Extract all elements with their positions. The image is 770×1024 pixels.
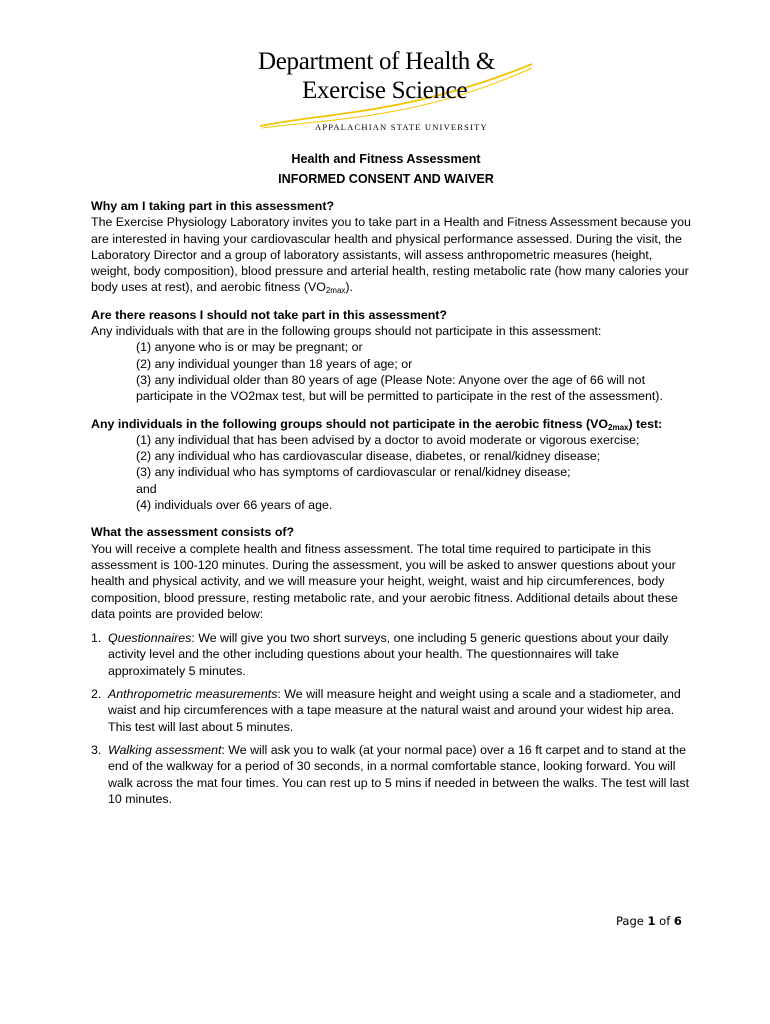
section-heading: What the assessment consists of?	[91, 525, 295, 540]
list-item: (1) anyone who is or may be pregnant; or	[136, 340, 363, 355]
assessment-list	[91, 630, 691, 807]
list-item: 2. Anthropometric measurements: We will measure height and weight using a scale and a stadiometer, and waist and hip circumferences with a tape measure at the natural waist and around your widest hip area. This test will last about 5 minutes.	[91, 687, 681, 734]
list-item: 3. Walking assessment: We will ask you to walk (at your normal pace) over a 16 ft carpet and to stand at the end of the walkway for a period of 30 seconds, in a normal comfortable stance, looking forward. You will walk across the mat four times. You can rest up to 5 mins if needed in between the walks. The test will last 10 minutes.	[91, 742, 690, 806]
list-item: (4) individuals over 66 years of age.	[136, 498, 333, 513]
list-item: (3) any individual who has symptoms of cardiovascular or renal/kidney disease;	[136, 465, 571, 480]
section-aerobic	[91, 416, 691, 514]
subscript: 2max	[325, 286, 346, 296]
document-body	[91, 149, 691, 814]
list-item: 1. Questionnaires: We will give you two short surveys, one including 5 generic questions about your daily activity level and the other including questions about your health. The questionnaires will take approximately 5 minutes.	[91, 631, 669, 678]
doc-subtitle: INFORMED CONSENT AND WAIVER	[278, 172, 494, 186]
list-item: and	[136, 481, 157, 496]
section-paragraph: The Exercise Physiology Laboratory invites you to take part in a Health and Fitness Assessment because you are interested in having your cardiovascular health and physical performance assessed. During the visit, the Laboratory Director and a group of laboratory assistants, will assess anthropometric measures (height, weight, body composition), blood pressure and arterial health, resting metabolic rate (how many calories your body uses at rest), and aerobic fitness $(VO_{2max})$.	[91, 215, 691, 296]
doc-title: Health and Fitness Assessment	[291, 152, 481, 166]
section-paragraph: You will receive a complete health and fitness assessment. The total time required to participate in this assessment is 100-120 minutes. During the assessment, you will be asked to answer questions about your health and physical activity, and we will measure your height, weight, waist and hip circumferences, body composition, blood pressure, resting metabolic rate, and your aerobic fitness. Additional details about these data points are provided below:	[91, 541, 678, 621]
subscript: 2max	[608, 422, 629, 432]
list-item: (3) any individual older than 80 years of age (Please Note: Anyone over the age of 66 will not participate in the VO2max test, but will be permitted to participate in the rest of the assessment).	[136, 372, 663, 404]
logo-university: APPALACHIAN STATE UNIVERSITY	[315, 122, 488, 132]
page-number: Page 1 of 6	[616, 914, 682, 928]
section-heading: Any individuals in the following groups should not participate in the aerobic fitness $(VO_{2max})$ test:	[91, 416, 663, 432]
section-heading: Are there reasons I should not take part in this assessment?	[91, 307, 447, 322]
section-why	[91, 198, 691, 296]
section-paragraph: Any individuals with that are in the following groups should not participate in this assessment:	[91, 324, 602, 339]
list-item: (1) any individual that has been advised by a doctor to avoid moderate or vigorous exercise;	[136, 432, 640, 447]
department-logo	[240, 42, 540, 134]
section-reasons	[91, 307, 691, 405]
section-heading: Why am I taking part in this assessment?	[91, 199, 335, 213]
logo-line-2: Exercise Science	[302, 77, 468, 104]
logo-line-1: Department of Health &	[258, 48, 496, 75]
list-item: (2) any individual younger than 18 years of age; or	[136, 356, 413, 371]
section-consists	[91, 524, 691, 807]
list-item: (2) any individual who has cardiovascular disease, diabetes, or renal/kidney disease;	[136, 449, 601, 464]
